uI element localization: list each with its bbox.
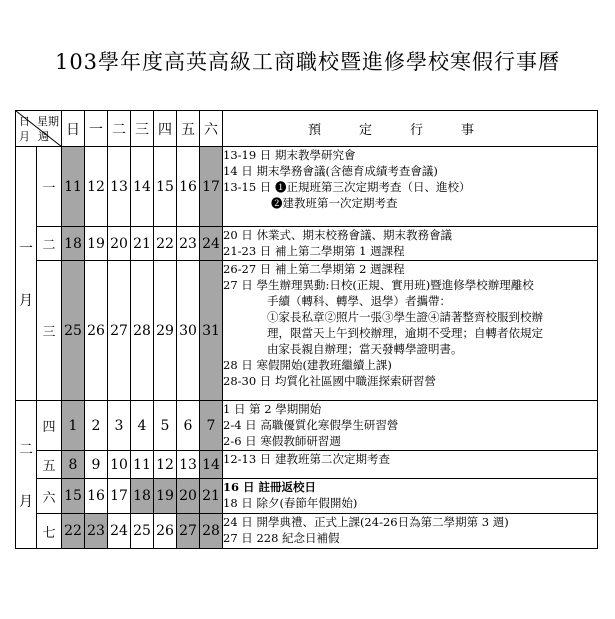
- event-line: 1 日 第 2 學期開始: [223, 402, 322, 416]
- week-number: 五: [37, 451, 62, 479]
- events-cell: [223, 261, 598, 401]
- day-cell: 21: [200, 479, 223, 514]
- event-line: 21-23 日 補上第二學期第 1 週課程: [223, 244, 405, 258]
- month-january: 一 月: [16, 147, 37, 401]
- day-cell: 20: [177, 479, 200, 514]
- event-line: 16 日 註冊返校日: [223, 480, 317, 494]
- day-cell: 25: [131, 514, 154, 549]
- day-header-tue: 二: [108, 111, 131, 147]
- day-cell: 22: [154, 227, 177, 261]
- day-cell: 11: [131, 451, 154, 479]
- event-line: 手續（轉科、轉學、退學）者攜帶：: [267, 294, 451, 308]
- day-cell: 1: [62, 401, 85, 451]
- day-cell: 18: [131, 479, 154, 514]
- day-cell: 27: [177, 514, 200, 549]
- day-cell: 2: [85, 401, 108, 451]
- week-row: [16, 227, 598, 261]
- day-header-sat: 六: [200, 111, 223, 147]
- event-line: 20 日 休業式、期末校務會議、期末教務會議: [223, 228, 452, 242]
- day-cell: 24: [108, 514, 131, 549]
- calendar-table: [15, 110, 598, 549]
- day-cell: 5: [154, 401, 177, 451]
- day-cell: 30: [177, 261, 200, 401]
- event-line: 由家長親自辦理；當天發轉學證明書。: [267, 342, 463, 356]
- day-cell: 6: [177, 401, 200, 451]
- day-cell: 4: [131, 401, 154, 451]
- corner-label-weekday: 星期: [37, 115, 59, 128]
- events-cell: [223, 451, 598, 479]
- day-cell: 9: [85, 451, 108, 479]
- event-line: 18 日 除夕(春節年假開始): [223, 496, 358, 510]
- day-cell: 23: [177, 227, 200, 261]
- header-row: [16, 111, 598, 147]
- event-line: 28 日 寒假開始(建教班繼續上課): [223, 358, 392, 372]
- day-cell: 28: [200, 514, 223, 549]
- week-row: [16, 261, 598, 401]
- event-line: 14 日 期末學務會議(含德育成績考查會議): [223, 164, 438, 178]
- day-header-mon: 一: [85, 111, 108, 147]
- day-header-thu: 四: [154, 111, 177, 147]
- event-line: 理，限當天上午到校辦理，逾期不受理；自轉者依規定: [267, 326, 543, 340]
- day-cell: 22: [62, 514, 85, 549]
- day-cell: 23: [85, 514, 108, 549]
- event-line: 12-13 日 建教班第二次定期考查: [223, 452, 390, 466]
- week-number: 七: [37, 514, 62, 549]
- event-line: 2-6 日 寒假教師研習週: [223, 434, 341, 448]
- calendar-body: [16, 147, 598, 549]
- event-line: ❷建教班第一次定期考查: [271, 196, 398, 210]
- corner-label-week: 週: [38, 130, 49, 143]
- corner-header-cell: [16, 111, 62, 147]
- day-cell: 3: [108, 401, 131, 451]
- day-cell: 15: [62, 479, 85, 514]
- week-row: [16, 514, 598, 549]
- day-cell: 15: [154, 147, 177, 227]
- event-line: 24 日 開學典禮、正式上課(24-26日為第二學期第 3 週): [223, 515, 509, 529]
- day-cell: 8: [62, 451, 85, 479]
- day-cell: 28: [131, 261, 154, 401]
- week-number: 一: [37, 147, 62, 227]
- day-cell: 12: [154, 451, 177, 479]
- corner-label-day: 日: [19, 115, 30, 128]
- day-cell: 18: [62, 227, 85, 261]
- week-row: [16, 451, 598, 479]
- week-number: 二: [37, 227, 62, 261]
- day-cell: 13: [177, 451, 200, 479]
- day-cell: 16: [177, 147, 200, 227]
- day-cell: 25: [62, 261, 85, 401]
- day-cell: 17: [200, 147, 223, 227]
- day-cell: 19: [154, 479, 177, 514]
- day-cell: 24: [200, 227, 223, 261]
- week-number: 三: [37, 261, 62, 401]
- event-line: 27 日 學生辦理異動:日校(正規、實用班)暨進修學校辦理離校: [223, 278, 534, 292]
- corner-label-month: 月: [19, 130, 30, 143]
- event-line: 2-4 日 高職優質化寒假學生研習營: [223, 418, 399, 432]
- day-cell: 10: [108, 451, 131, 479]
- event-line: ①家長私章②照片一張③學生證④請著整齊校服到校辦: [267, 310, 543, 324]
- day-cell: 14: [200, 451, 223, 479]
- page-title: 103學年度高英高級工商職校暨進修學校寒假行事曆: [54, 50, 561, 74]
- week-row: [16, 147, 598, 227]
- week-row: [16, 401, 598, 451]
- event-line: 26-27 日 補上第二學期第 2 週課程: [223, 262, 405, 276]
- events-cell: [223, 227, 598, 261]
- event-line: 13-19 日 期末教學研究會: [223, 148, 356, 162]
- day-cell: 26: [154, 514, 177, 549]
- week-row: [16, 479, 598, 514]
- week-number: 六: [37, 479, 62, 514]
- day-cell: 16: [85, 479, 108, 514]
- events-cell: [223, 479, 598, 514]
- day-header-sun: 日: [62, 111, 85, 147]
- event-line: 27 日 228 紀念日補假: [223, 531, 340, 545]
- events-header: 預定行事: [223, 111, 598, 147]
- day-cell: 31: [200, 261, 223, 401]
- day-cell: 20: [108, 227, 131, 261]
- day-cell: 21: [131, 227, 154, 261]
- day-cell: 26: [85, 261, 108, 401]
- events-cell: [223, 147, 598, 227]
- events-cell: [223, 401, 598, 451]
- day-cell: 17: [108, 479, 131, 514]
- day-cell: 27: [108, 261, 131, 401]
- day-cell: 13: [108, 147, 131, 227]
- day-cell: 14: [131, 147, 154, 227]
- day-cell: 29: [154, 261, 177, 401]
- week-number: 四: [37, 401, 62, 451]
- events-cell: [223, 514, 598, 549]
- day-header-wed: 三: [131, 111, 154, 147]
- day-cell: 7: [200, 401, 223, 451]
- month-february: 二 月: [16, 401, 37, 549]
- event-line: 13-15 日 ❶正規班第三次定期考查（日、進校）: [223, 180, 471, 194]
- day-cell: 11: [62, 147, 85, 227]
- day-cell: 12: [85, 147, 108, 227]
- event-line: 28-30 日 均質化社區國中職涯探索研習營: [223, 374, 436, 388]
- day-header-fri: 五: [177, 111, 200, 147]
- day-cell: 19: [85, 227, 108, 261]
